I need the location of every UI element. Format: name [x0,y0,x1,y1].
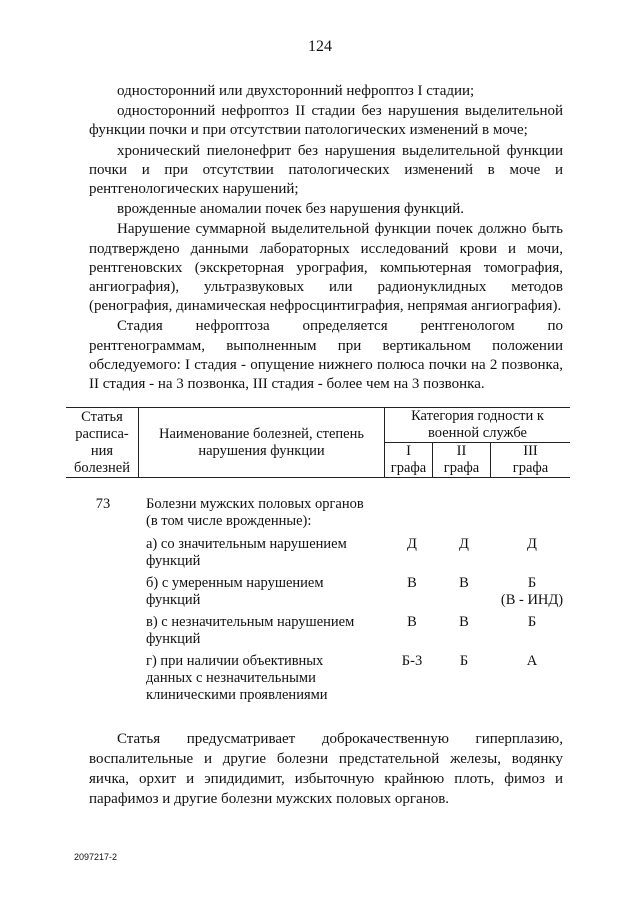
graph-2-value: В [459,575,469,591]
item-name-line: данных с незначительными [146,670,316,686]
header-graph-3 [491,443,571,478]
graph-1-value: В [407,575,417,591]
graph-2-value: В [459,614,469,630]
table-header [66,407,570,477]
header-article [66,408,139,478]
body-text [89,82,563,394]
header-graph-numeral: III [523,443,538,459]
table-row [66,614,570,653]
item-name [146,536,366,570]
header-category [385,408,571,443]
article-title [146,496,366,530]
header-article-line: болезней [74,459,130,476]
header-graph-label: графа [390,460,427,476]
header-name-line: нарушения функции [198,442,325,459]
table-row [66,653,570,709]
graph-1-value: Б-3 [401,653,423,669]
table-row [66,496,570,536]
item-name-line: функций [146,592,201,608]
header-article-line: ния [90,442,114,459]
item-name [146,614,366,648]
graph-1-value: В [407,614,417,630]
item-name-line: функций [146,553,201,569]
paragraph: Нарушение суммарной выделительной функции почек должно быть подтверждено данными лабораторных исследований крови и мочи, рентгеновских (экскреторная урография, компьютерная томография, ангиография), ультразвуковых или радионуклидных методов (ренография, динамическая нефросцинтиграфия, непрямая ангиография). [89,221,563,315]
paragraph: хронический пиелонефрит без нарушения выделительной функции почки и при отсутствии патологических изменений в моче и рентгенологических нарушений; [89,142,563,198]
graph-2-value: Д [459,536,469,552]
header-category-line: военной службе [428,425,527,441]
article-title-line: Болезни мужских половых органов [146,496,364,512]
page-number: 124 [308,38,332,55]
article-title-line: (в том числе врожденные): [146,513,312,529]
header-article-line: Статья [81,408,123,425]
footer-code: 2097217-2 [74,852,118,862]
paragraph: односторонний или двухсторонний нефроптоз I стадии; [117,83,475,99]
graph-3-line: А [526,653,538,669]
graph-3-value [494,536,570,553]
header-graph-2 [433,443,491,478]
graph-3-value [494,653,570,670]
header-graph-1 [385,443,433,478]
graph-3-line: Б [527,614,537,630]
article-description [89,729,563,809]
item-name-line: функций [146,631,201,647]
item-name-line: б) с умеренным нарушением [146,575,324,591]
item-name-line: в) с незначительным нарушением [146,614,355,630]
table-row [66,575,570,614]
item-name-line: клиническими проявлениями [146,687,328,703]
paragraph: Статья предусматривает доброкачественную гиперплазию, воспалительные и другие болезни предстательной железы, водянку яичка, орхит и эпидидимит, избыточную крайнюю плоть, фимоз и парафимоз и другие болезни мужских половых органов. [89,731,563,807]
paragraph: Стадия нефроптоза определяется рентгенологом по рентгенограммам, выполненным при вертикальном положении обследуемого: I стадия - опущение нижнего полюса почки на 2 позвонка, II стадия - на 3 позвонка, III стадия - более чем на 3 позвонка. [89,318,563,393]
header-graph-label: графа [443,460,480,476]
header-graph-numeral: I [406,443,411,459]
header-article-line: расписа- [75,425,129,442]
graph-3-line: (В - ИНД) [500,592,564,608]
article-rows [66,496,570,709]
graph-2-value: Б [459,653,469,669]
graph-3-value [494,575,570,609]
header-graph-numeral: II [456,443,467,459]
item-name-line: а) со значительным нарушением [146,536,347,552]
header-category-line: Категория годности к [411,408,544,424]
paragraph: односторонний нефроптоз II стадии без нарушения выделительной функции почки и при отсутствии патологических изменений в моче; [89,103,563,139]
item-name [146,575,366,609]
item-name [146,653,366,704]
item-name-line: г) при наличии объективных [146,653,324,669]
table-row [66,536,570,575]
paragraph: врожденные аномалии почек без нарушения функций. [117,201,464,218]
graph-3-line: Д [527,536,537,552]
header-graph-label: графа [512,460,549,476]
graph-3-line: Б [527,575,537,591]
graph-1-value: Д [407,536,417,552]
article-number: 73 [95,496,111,512]
header-name-line: Наименование болезней, степень [159,425,364,442]
graph-3-value [494,614,570,631]
header-disease-name [139,408,385,478]
